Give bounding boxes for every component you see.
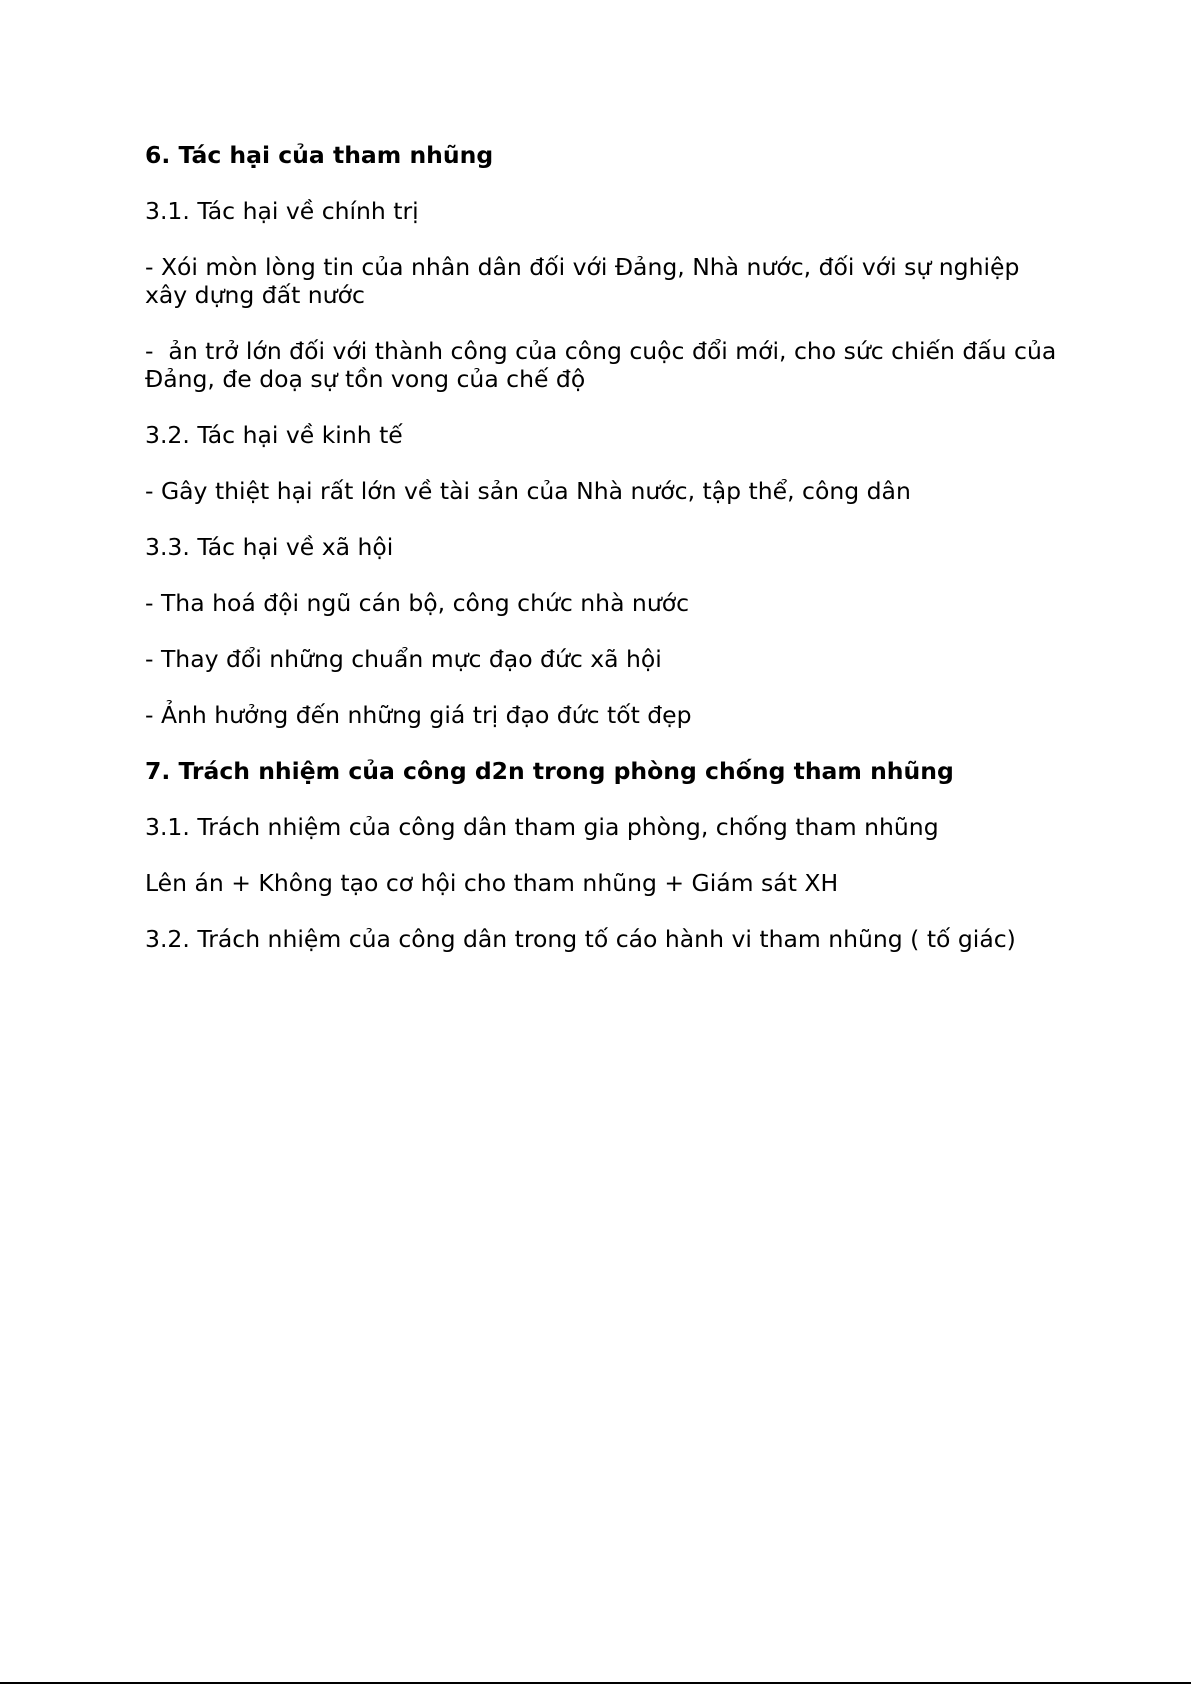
subsection-heading-3-3: 3.3. Tác hại về xã hội [145,533,394,561]
bullet-item: - Tha hoá đội ngũ cán bộ, công chức nhà nước [145,589,690,617]
bullet-item: - ản trở lớn đối với thành công của công cuộc đổi mới, cho sức chiến đấu của Đảng, đe doạ sự tồn vong của chế độ [145,337,1064,393]
section-heading-6: 6. Tác hại của tham nhũng [145,141,494,169]
subsection-heading-3-2-b: 3.2. Trách nhiệm của công dân trong tố cáo hành vi tham nhũng ( tố giác) [145,925,1016,953]
section-heading-7: 7. Trách nhiệm của công d2n trong phòng chống tham nhũng [145,757,954,785]
subsection-heading-3-1: 3.1. Tác hại về chính trị [145,197,419,225]
document-body [145,141,1065,981]
bullet-item: - Thay đổi những chuẩn mực đạo đức xã hội [145,645,662,673]
page-bottom-edge [0,1682,1191,1684]
bullet-item: - Ảnh hưởng đến những giá trị đạo đức tốt đẹp [145,701,692,729]
subsection-heading-3-2: 3.2. Tác hại về kinh tế [145,421,403,449]
body-text: Lên án + Không tạo cơ hội cho tham nhũng + Giám sát XH [145,869,839,897]
subsection-heading-3-1-b: 3.1. Trách nhiệm của công dân tham gia phòng, chống tham nhũng [145,813,939,841]
bullet-item: - Xói mòn lòng tin của nhân dân đối với Đảng, Nhà nước, đối với sự nghiệp xây dựng đất nước [145,253,1027,309]
bullet-item: - Gây thiệt hại rất lớn về tài sản của Nhà nước, tập thể, công dân [145,477,911,505]
